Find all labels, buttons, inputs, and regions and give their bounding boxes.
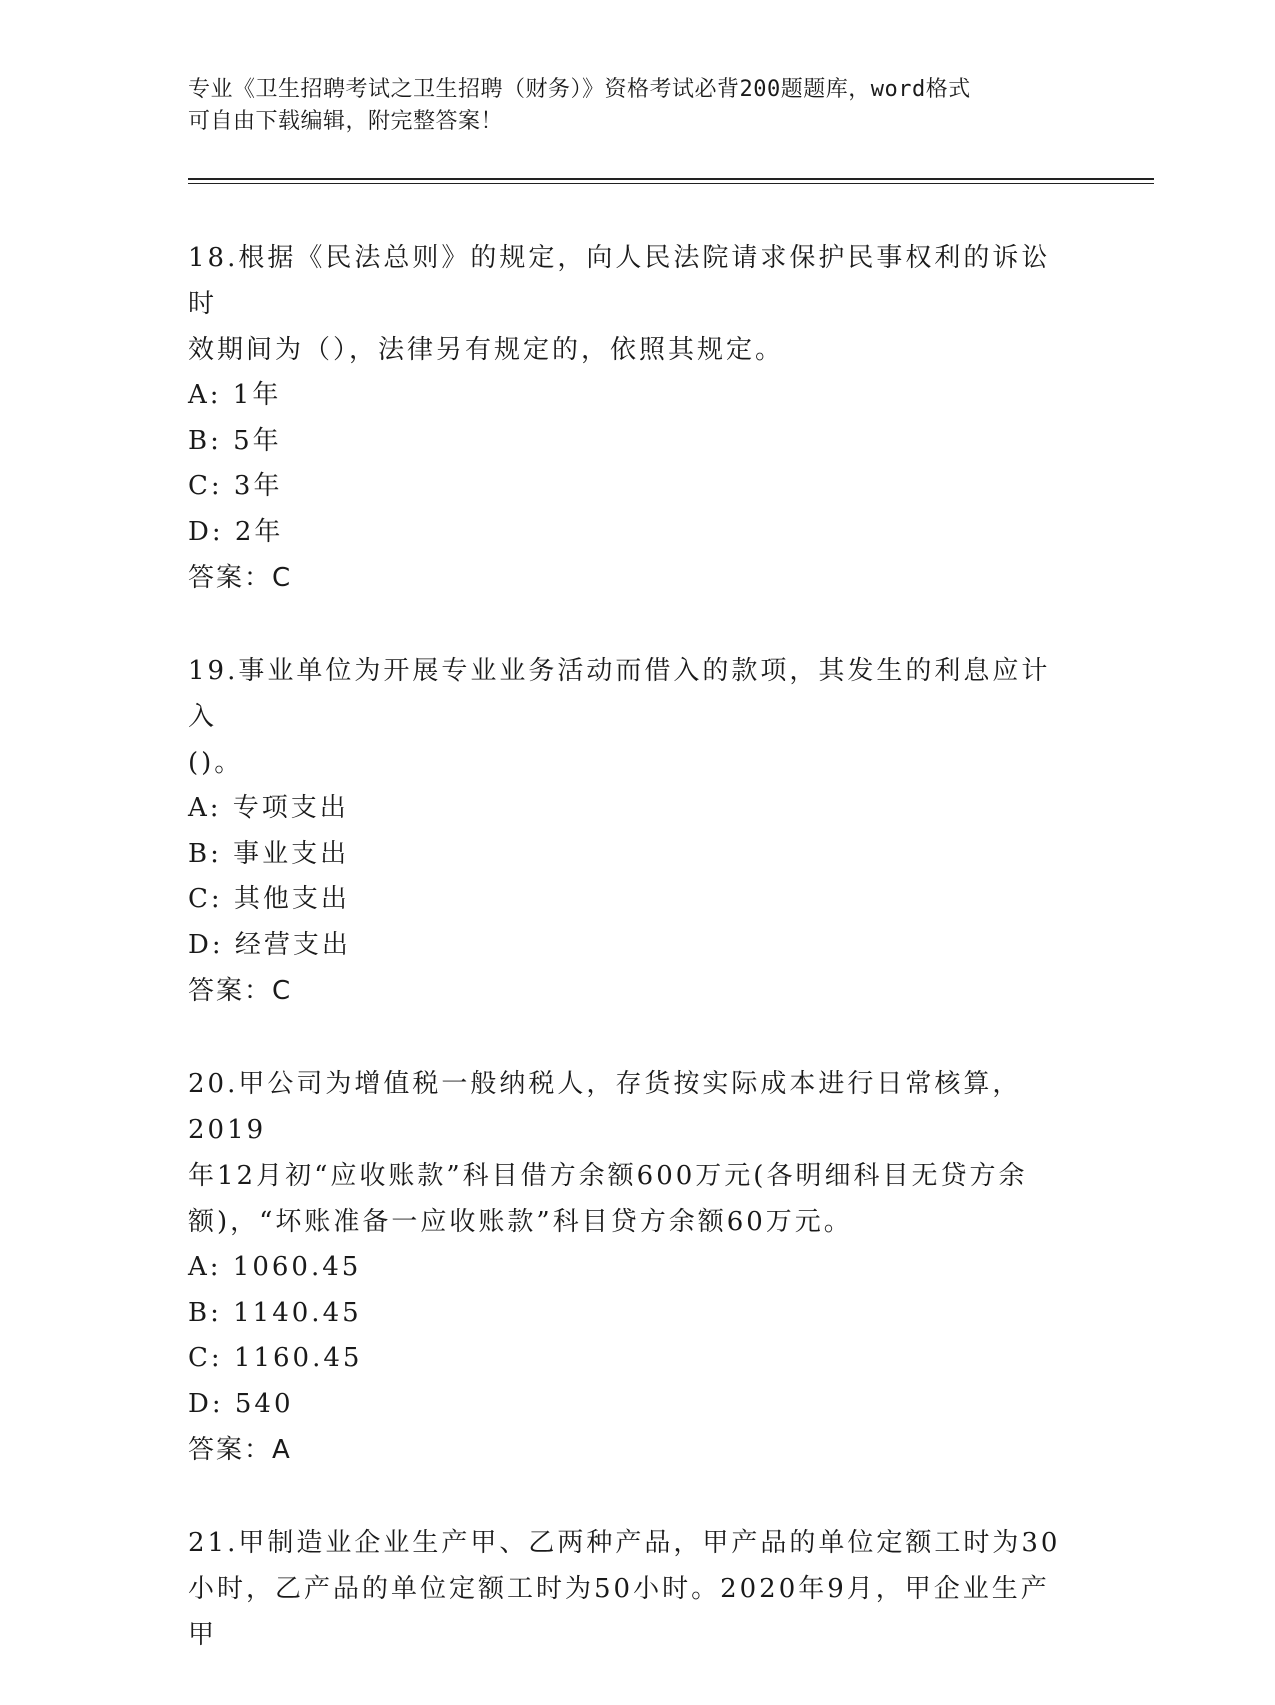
question-19 (188, 648, 1078, 1014)
question-text: 19.事业单位为开展专业业务活动而借入的款项，其发生的利息应计入 (188, 656, 1051, 732)
option-c: C: 1160.45 (188, 1343, 363, 1373)
question-text: 21.甲制造业企业生产甲、乙两种产品，甲产品的单位定额工时为30 (188, 1528, 1061, 1558)
option-d: D: 经营支出 (188, 929, 351, 960)
option-a: A: 1060.45 (188, 1252, 362, 1282)
header-line-2: 可自由下载编辑，附完整答案！ (188, 109, 504, 134)
question-text: 效期间为（），法律另有规定的，依照其规定。 (188, 335, 785, 365)
question-text: ()。 (188, 748, 244, 778)
question-18 (188, 235, 1078, 601)
option-c: C: 3年 (188, 471, 283, 501)
document-header (188, 74, 1068, 138)
answer-line: 答案：A (188, 1435, 292, 1465)
question-20 (188, 1061, 1078, 1473)
question-list (188, 235, 1078, 1705)
header-line-1: 专业《卫生招聘考试之卫生招聘（财务）》资格考试必背200题题库，word格式 (188, 77, 971, 102)
option-b: B: 5年 (188, 425, 282, 456)
header-divider (188, 178, 1154, 180)
question-text: 20.甲公司为增值税一般纳税人，存货按实际成本进行日常核算，2019 (188, 1069, 1022, 1145)
answer-line: 答案：C (188, 563, 293, 593)
header-divider-thin (188, 183, 1154, 184)
question-text: 年12月初“应收账款”科目借方余额600万元(各明细科目无贷方余 (188, 1161, 1028, 1191)
question-text: 小时，乙产品的单位定额工时为50小时。2020年9月，甲企业生产甲 (188, 1574, 1050, 1650)
question-21 (188, 1520, 1078, 1658)
option-b: B: 事业支出 (188, 838, 350, 869)
option-c: C: 其他支出 (188, 884, 350, 914)
option-a: A: 1年 (188, 380, 282, 410)
question-text: 18.根据《民法总则》的规定，向人民法院请求保护民事权利的诉讼时 (188, 243, 1051, 319)
answer-line: 答案：C (188, 976, 293, 1006)
question-text: 额)，“坏账准备一应收账款”科目贷方余额60万元。 (188, 1207, 853, 1237)
option-a: A: 专项支出 (188, 793, 349, 823)
option-d: D: 2年 (188, 516, 284, 547)
option-d: D: 540 (188, 1388, 294, 1419)
option-b: B: 1140.45 (188, 1297, 362, 1328)
